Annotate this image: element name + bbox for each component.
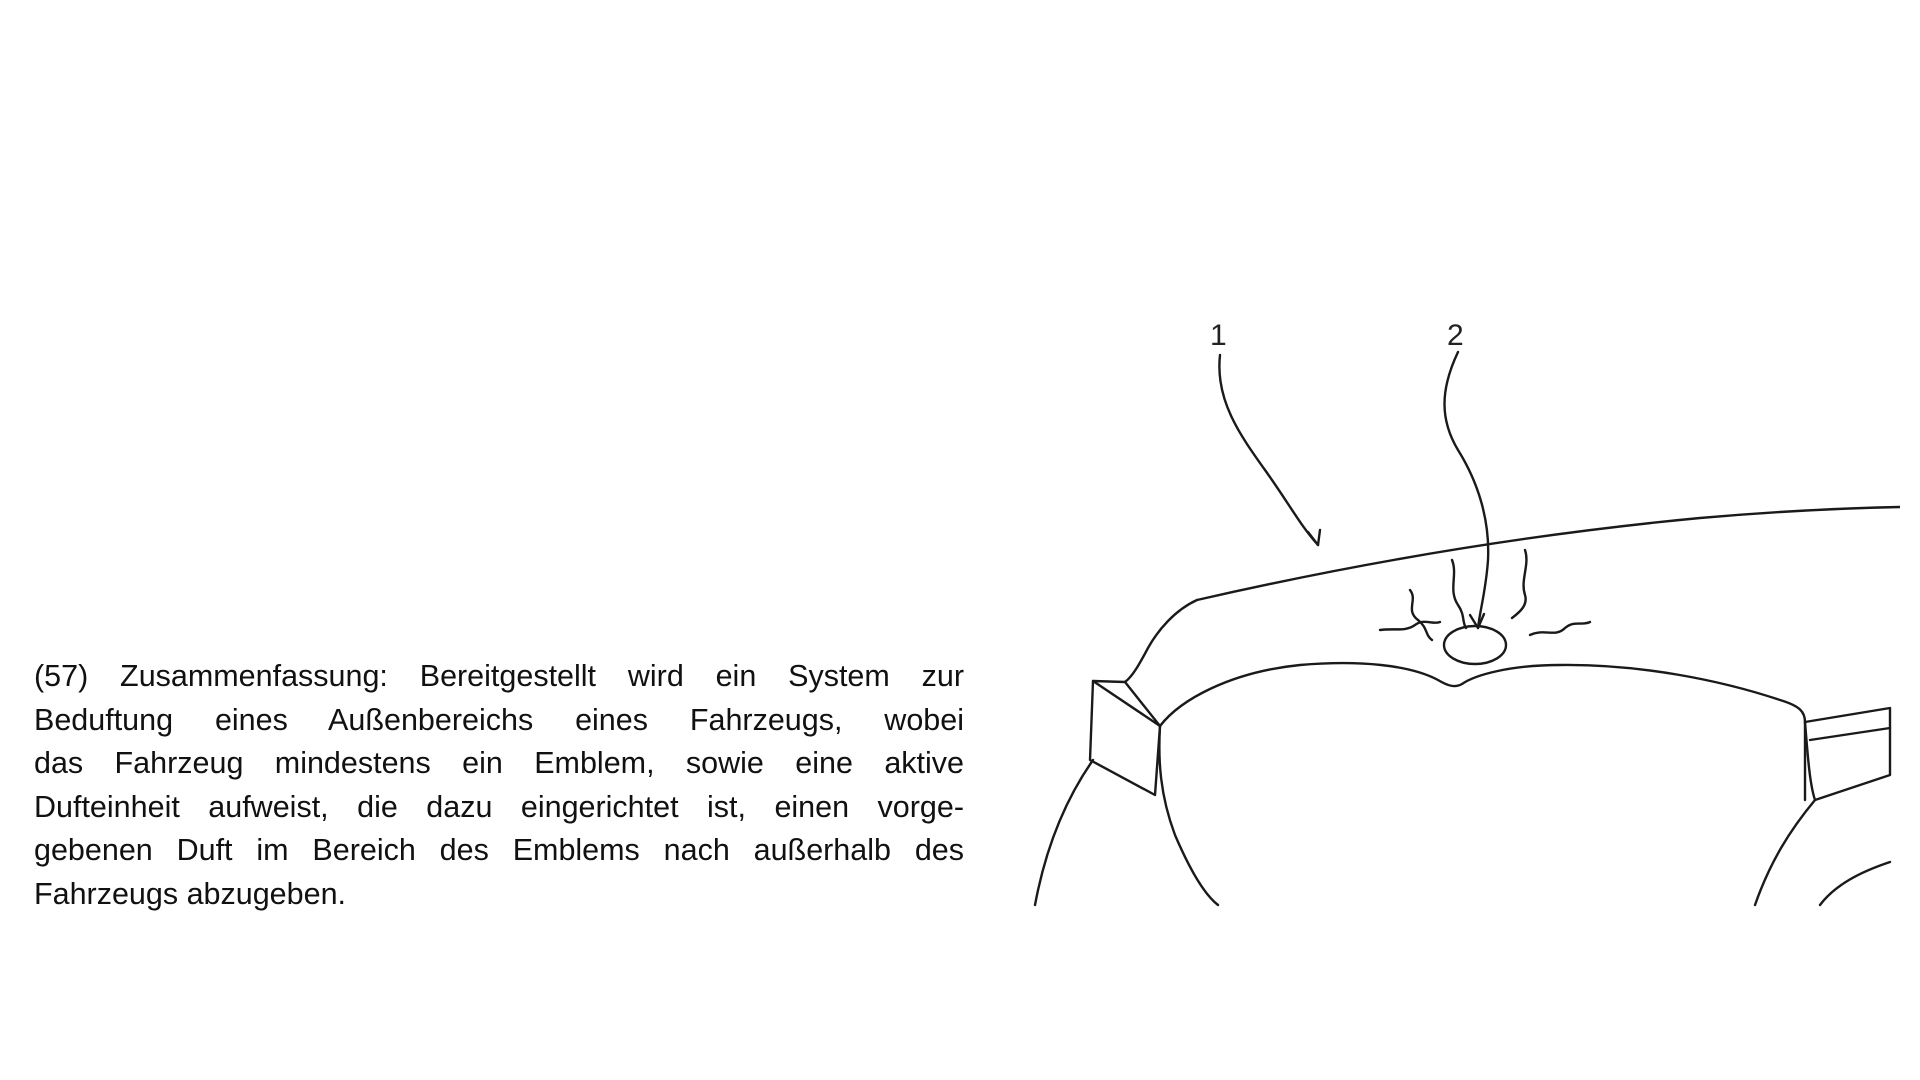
hood-front-edge xyxy=(1125,600,1197,682)
abstract-line: gebenen Duft im Bereich des Emblems nach außerhalb des xyxy=(34,833,964,867)
grille-left-side xyxy=(1159,726,1218,905)
patent-drawing xyxy=(1020,300,1900,920)
scent-line xyxy=(1380,622,1440,630)
leader-line-2 xyxy=(1445,352,1489,628)
abstract-text xyxy=(34,655,964,916)
abstract-line: Beduftung eines Außenbereichs eines Fahrzeugs, wobei xyxy=(34,702,964,737)
abstract-line: das Fahrzeug mindestens ein Emblem, sowie eine aktive xyxy=(34,746,964,780)
abstract-line: (57) Zusammenfassung: Bereitgestellt wird ein System zur xyxy=(34,659,964,693)
emblem xyxy=(1444,626,1506,664)
scent-line xyxy=(1512,550,1526,618)
scent-line xyxy=(1452,560,1466,628)
right-body-curve xyxy=(1820,862,1890,905)
vehicle-front-drawing xyxy=(1020,300,1900,920)
reference-numeral-2: 2 xyxy=(1447,319,1464,352)
hood-outline xyxy=(1197,507,1900,600)
reference-numeral-1: 1 xyxy=(1210,319,1227,352)
abstract-line: Dufteinheit aufweist, die dazu eingerichtet ist, einen vorge- xyxy=(34,789,964,824)
left-body-curve xyxy=(1035,760,1093,905)
leader-line-1 xyxy=(1219,355,1318,545)
left-headlight xyxy=(1090,681,1160,795)
scent-line xyxy=(1530,622,1590,635)
scent-line xyxy=(1410,590,1432,640)
grille-upper-edge xyxy=(1160,663,1805,726)
abstract-line: Fahrzeugs abzugeben. xyxy=(34,876,346,911)
right-headlight xyxy=(1805,708,1890,800)
